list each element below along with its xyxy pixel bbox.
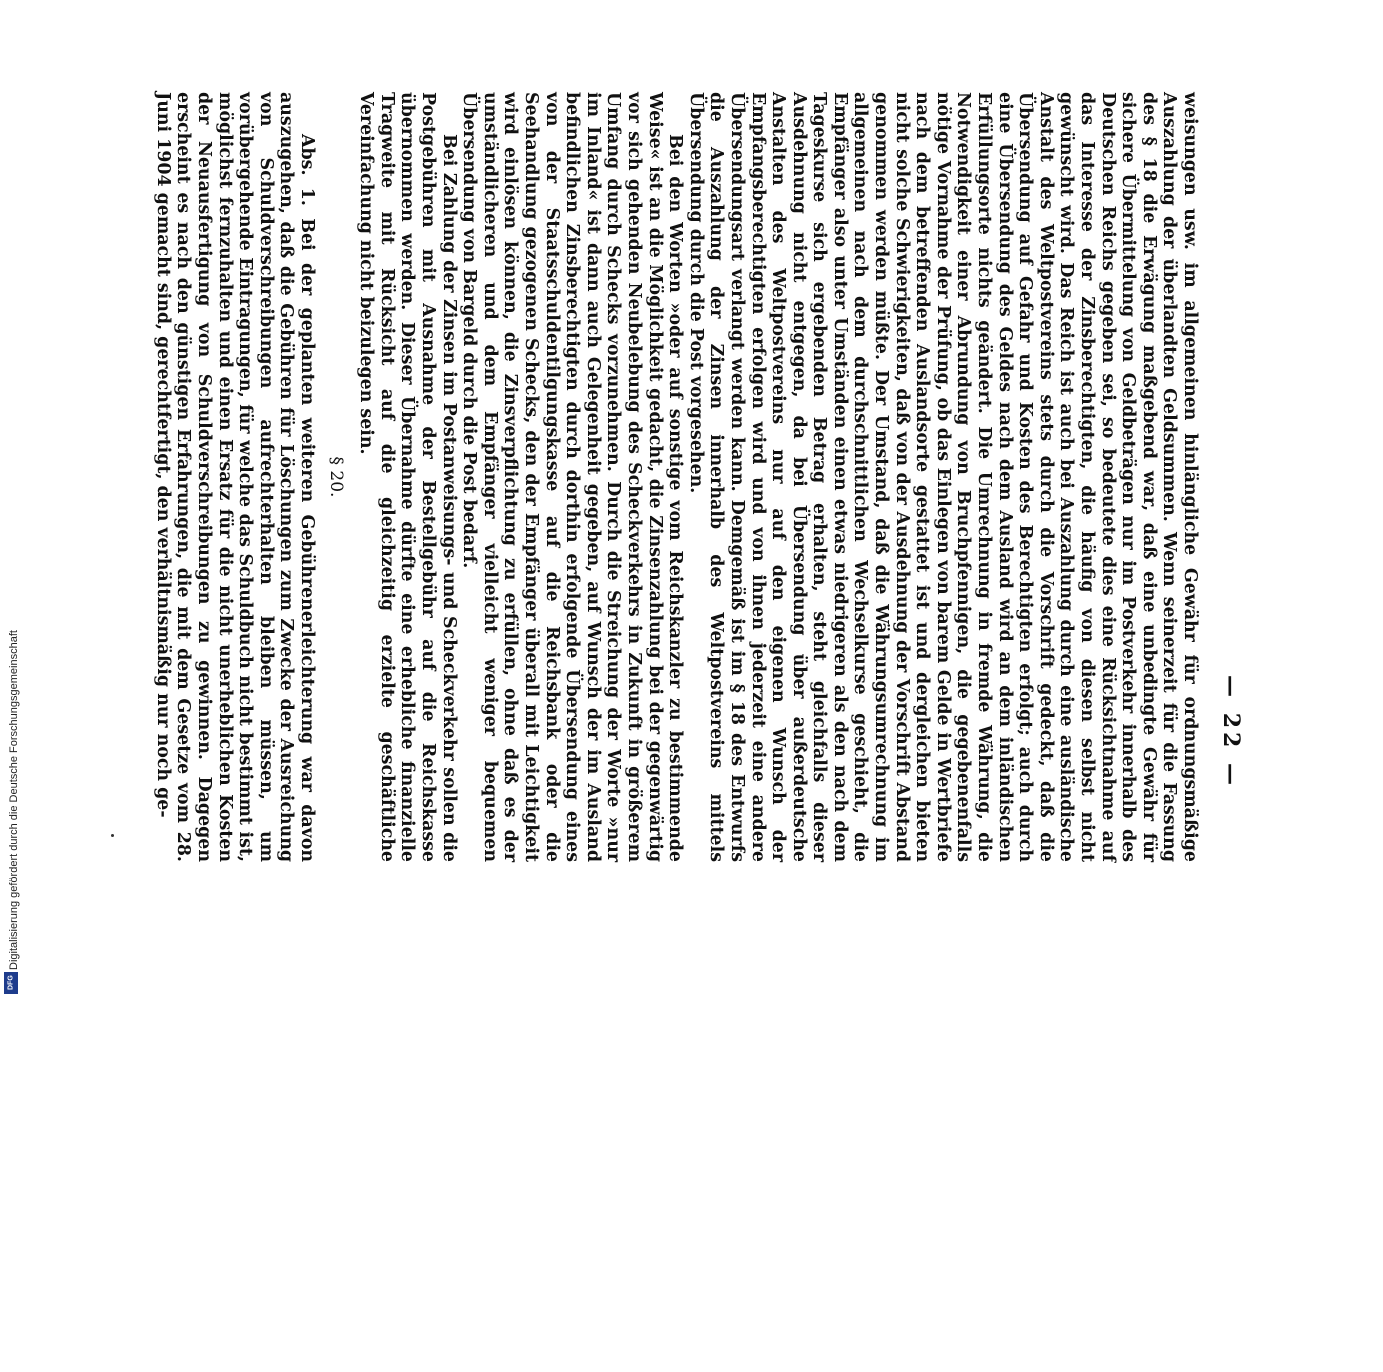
paragraph: weisungen usw. im allgemeinen hinlängliche Gewähr für ordnungsmäßige Auszahlung der überlandten Geldsummen. Wenn seinerzeit für die Fassung des § 18 die Erwägung maßgebend war, daß eine unbedingte Gewähr für sichere Übermittelung von Geldbeträgen nur im Postverkehr innerhalb des Deutschen Reichs gegeben sei, so bedeutete dies eine Rücksichtnahme auf das Interesse der Zinsberechtigten, die häufig von diesen selbst nicht gewünscht wird. Das Reich ist auch bei Auszahlung durch eine ausländische Anstalt des Weltpostvereins stets durch die Vorschrift gedeckt, daß die Übersendung auf Gefahr und Kosten des Berechtigten erfolgt; auch durch eine Übersendung des Geldes nach dem Ausland wird an dem inländischen Erfüllungsorte nichts geändert. Die Umrechnung in fremde Währung, die Notwendigkeit einer Abrundung von Bruchpfennigen, die gegebenenfalls nötige Vornahme der Prüfung, ob das Einlegen von barem Gelde in Wertbriefe nach dem betreffenden Auslandsorte gestattet ist und dergleichen bieten nicht solche Schwierigkeiten, daß von der Ausdehnung der Vorschrift Abstand genommen werden müßte. Der Umstand, daß die Währungsumrechnung im allgemeinen nach dem durchschnittlichen Wechselkurse geschieht, die Empfänger also unter Umständen einen etwas niedrigeren als den nach dem Tageskurse sich ergebenden Betrag erhalten, steht gleichfalls dieser Ausdehnung nicht entgegen, da bei Übersendung über außerdeutsche Anstalten des Weltpostvereins nur auf den eigenen Wunsch der Empfangsberechtigten erfolgen wird und von ihnen jederzeit eine andere Übersendungsart verlangt werden kann. Demgemäß ist im § 18 des Entwurfs die Auszahlung der Zinsen innerhalb des Weltpostvereins mittels Übersendung durch die Post vorgesehen. <box>685 92 1200 862</box>
scan-speck <box>111 834 114 837</box>
paragraph <box>152 92 317 862</box>
digitization-credit <box>0 600 22 1000</box>
section-heading: § 20. <box>325 456 346 498</box>
paragraph: Bei den Worten »oder auf sonstige vom Reichskanzler zu bestimmende Weise« ist an die Möglichkeit gedacht, die Zinsenzahlung bei der gegenwärtig vor sich gehenden Neubelebung des Scheckverkehrs in Zukunft in größerem Umfang durch Schecks vorzunehmen. Durch die Streichung der Worte »nur im Inland« ist dann auch Gelegenheit gegeben, auf Wunsch der im Ausland befindlichen Zinsberechtigten durch dorthin erfolgende Übersendung eines von der Staatsschuldentilgungskasse auf die Reichsbank oder die Seehandlung gezogenen Schecks, den der Empfänger überall mit Leichtigkeit wird einlösen können, die Zinsverpflichtung zu erfüllen, ohne daß es der umständlicheren und dem Empfänger vielleicht weniger bequemen Übersendung von Bargeld durch die Post bedarf. <box>459 92 686 862</box>
page-number: — 22 — <box>1218 675 1244 789</box>
note-text: Bei der geplanten weiteren Gebührenerleichterung war davon auszugehen, daß die Gebühren für Löschungen zum Zwecke der Ausreichung von Schuldverschreibungen aufrechterhalten bleiben müssen, um vorübergehende Eintragungen, für welche das Schuldbuch nicht bestimmt ist, möglichst fernzuhalten und einen Ersatz für die nicht unerheblichen Kosten der Neuausfertigung von Schuldverschreibungen zu gewinnen. Dagegen erscheint es nach den günstigen Erfahrungen, die mit dem Gesetze vom 28. Juni 1904 gemacht sind, gerechtfertigt, den verhältnismäßig nur noch ge- <box>152 92 318 862</box>
note-label: Abs. 1. <box>297 134 318 206</box>
document-page <box>120 92 1250 1372</box>
dfg-logo-icon: DFG <box>4 972 18 994</box>
paragraph: Bei Zahlung der Zinsen im Postanweisungs- und Scheckverkehr sollen die Postgebühren mit Ausnahme der Bestellgebühr auf die Reichskasse übernommen werden. Dieser Übernahme dürfte eine erhebliche finanzielle Tragweite mit Rücksicht auf die gleichzeitig erzielte geschäftliche Vereinfachung nicht beizulegen sein. <box>356 92 459 862</box>
credit-text: Digitalisierung gefördert durch die Deutsche Forschungsgemeinschaft <box>8 630 20 970</box>
page-body <box>152 92 1200 862</box>
